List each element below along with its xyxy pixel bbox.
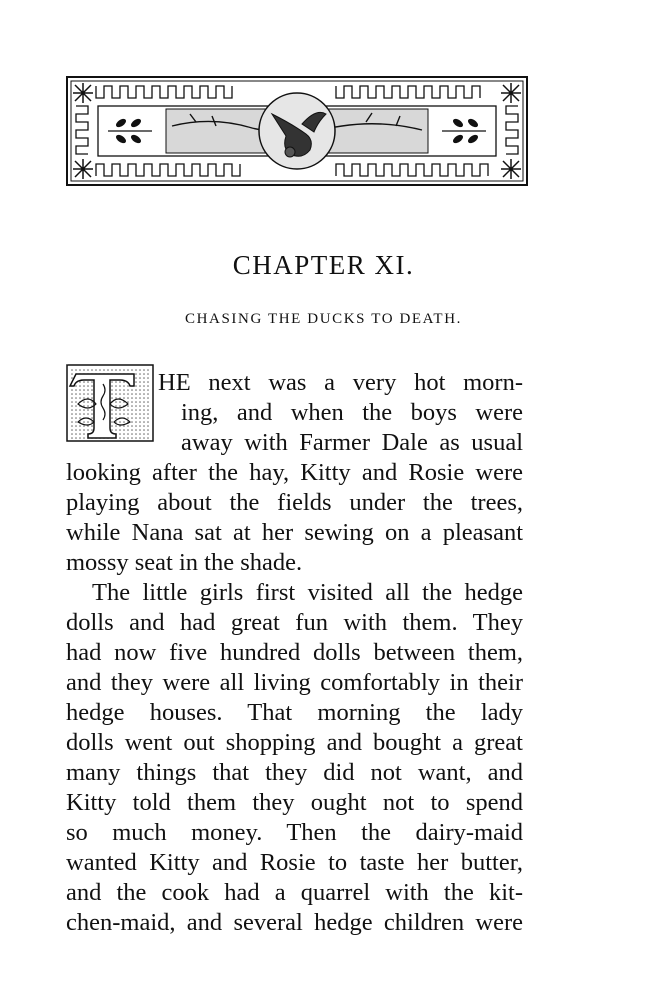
body-line: chen-maid, and several hedge children were (66, 909, 523, 936)
header-ornament (66, 76, 528, 186)
body-line: mossy seat in the shade. (66, 549, 303, 576)
body-line: playing about the fields under the trees, (66, 489, 523, 516)
body-line: dolls and had great fun with them. They (66, 609, 523, 636)
body-line: hedge houses. That morning the lady (66, 699, 523, 726)
drop-cap-t (66, 364, 154, 442)
body-line: looking after the hay, Kitty and Rosie were (66, 459, 523, 486)
body-line: dolls went out shopping and bought a great (66, 729, 523, 756)
body-line: and the cook had a quarrel with the kit- (66, 879, 523, 906)
body-line: HE next was a very hot morn- (158, 369, 523, 396)
body-line: while Nana sat at her sewing on a pleasant (66, 519, 523, 546)
body-line: had now five hundred dolls between them, (66, 639, 523, 666)
body-line: so much money. Then the dairy-maid (66, 819, 523, 846)
body-line: Kitty told them they ought not to spend (66, 789, 523, 816)
body-line: wanted Kitty and Rosie to taste her butter, (66, 849, 523, 876)
chapter-title: CHAPTER XI. (232, 250, 415, 280)
drop-cap-letter: T (67, 365, 68, 366)
body-line: many things that they did not want, and (66, 759, 523, 786)
body-line: ing, and when the boys were (181, 399, 523, 426)
body-line: The little girls first visited all the hedge (92, 579, 523, 606)
body-line: and they were all living comfortably in their (66, 669, 523, 696)
body-line: away with Farmer Dale as usual (181, 429, 523, 456)
chapter-subtitle: CHASING THE DUCKS TO DEATH. (185, 311, 462, 327)
